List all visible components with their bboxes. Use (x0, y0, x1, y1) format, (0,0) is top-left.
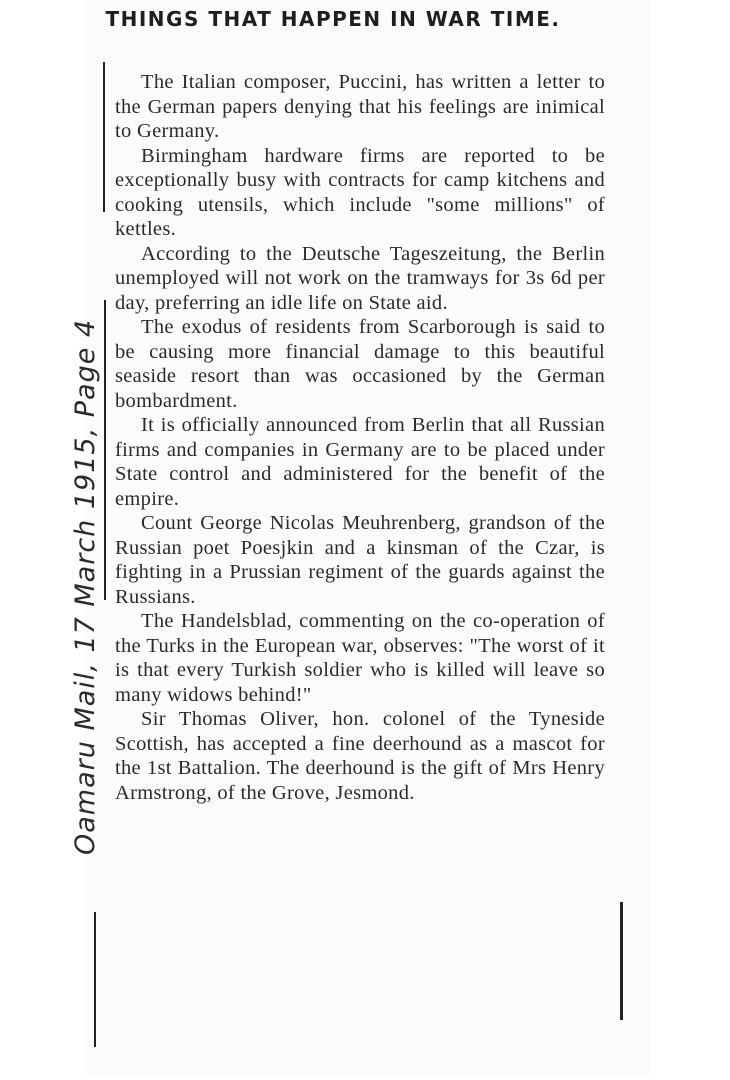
paragraph-handelsblad: The Handelsblad, commenting on the co-operation of the Turks in the European war, observes: "The worst of it is that every Turkish soldier who is killed will leave so many widows behind!" (115, 610, 605, 706)
paragraph-scarborough: The exodus of residents from Scarborough is said to be causing more financial damage to this beautiful seaside resort than was occasioned by the German bombardment. (115, 316, 605, 412)
column-rule-right (620, 902, 623, 1020)
handwritten-source-note: Oamaru Mail, 17 March 1915, Page 4 (70, 318, 101, 855)
paragraph-berlin-unemployed: According to the Deutsche Tageszeitung, the Berlin unemployed will not work on the tramways for 3s 6d per day, preferring an idle life on State aid. (115, 242, 605, 314)
paragraph-count-meuhrenberg: Count George Nicolas Meuhrenberg, grandson of the Russian poet Poesjkin and a kinsman of the Czar, is fighting in a Prussian regiment of the guards against the Russians. (115, 512, 605, 608)
column-rule-left-upper (103, 62, 105, 212)
paragraph-russian-firms: It is officially announced from Berlin that all Russian firms and companies in Germany are to be placed under State control and administered for the benefit of the empire. (115, 414, 605, 510)
article-body (115, 70, 605, 805)
column-rule-left-lower (94, 912, 96, 1047)
paragraph-birmingham: Birmingham hardware firms are reported to be exceptionally busy with contracts for camp kitchens and cooking utensils, which include "some millions" of kettles. (115, 144, 605, 240)
headline: THINGS THAT HAPPEN IN WAR TIME. (105, 7, 561, 31)
column-rule-left-middle (104, 300, 106, 600)
paragraph-puccini: The Italian composer, Puccini, has written a letter to the German papers denying that his feelings are inimical to Germany. (115, 71, 605, 142)
paragraph-sir-thomas-oliver: Sir Thomas Oliver, hon. colonel of the Tyneside Scottish, has accepted a fine deerhound as a mascot for the 1st Battalion. The deerhound is the gift of Mrs Henry Armstrong, of the Grove, Jesmond. (115, 708, 605, 804)
